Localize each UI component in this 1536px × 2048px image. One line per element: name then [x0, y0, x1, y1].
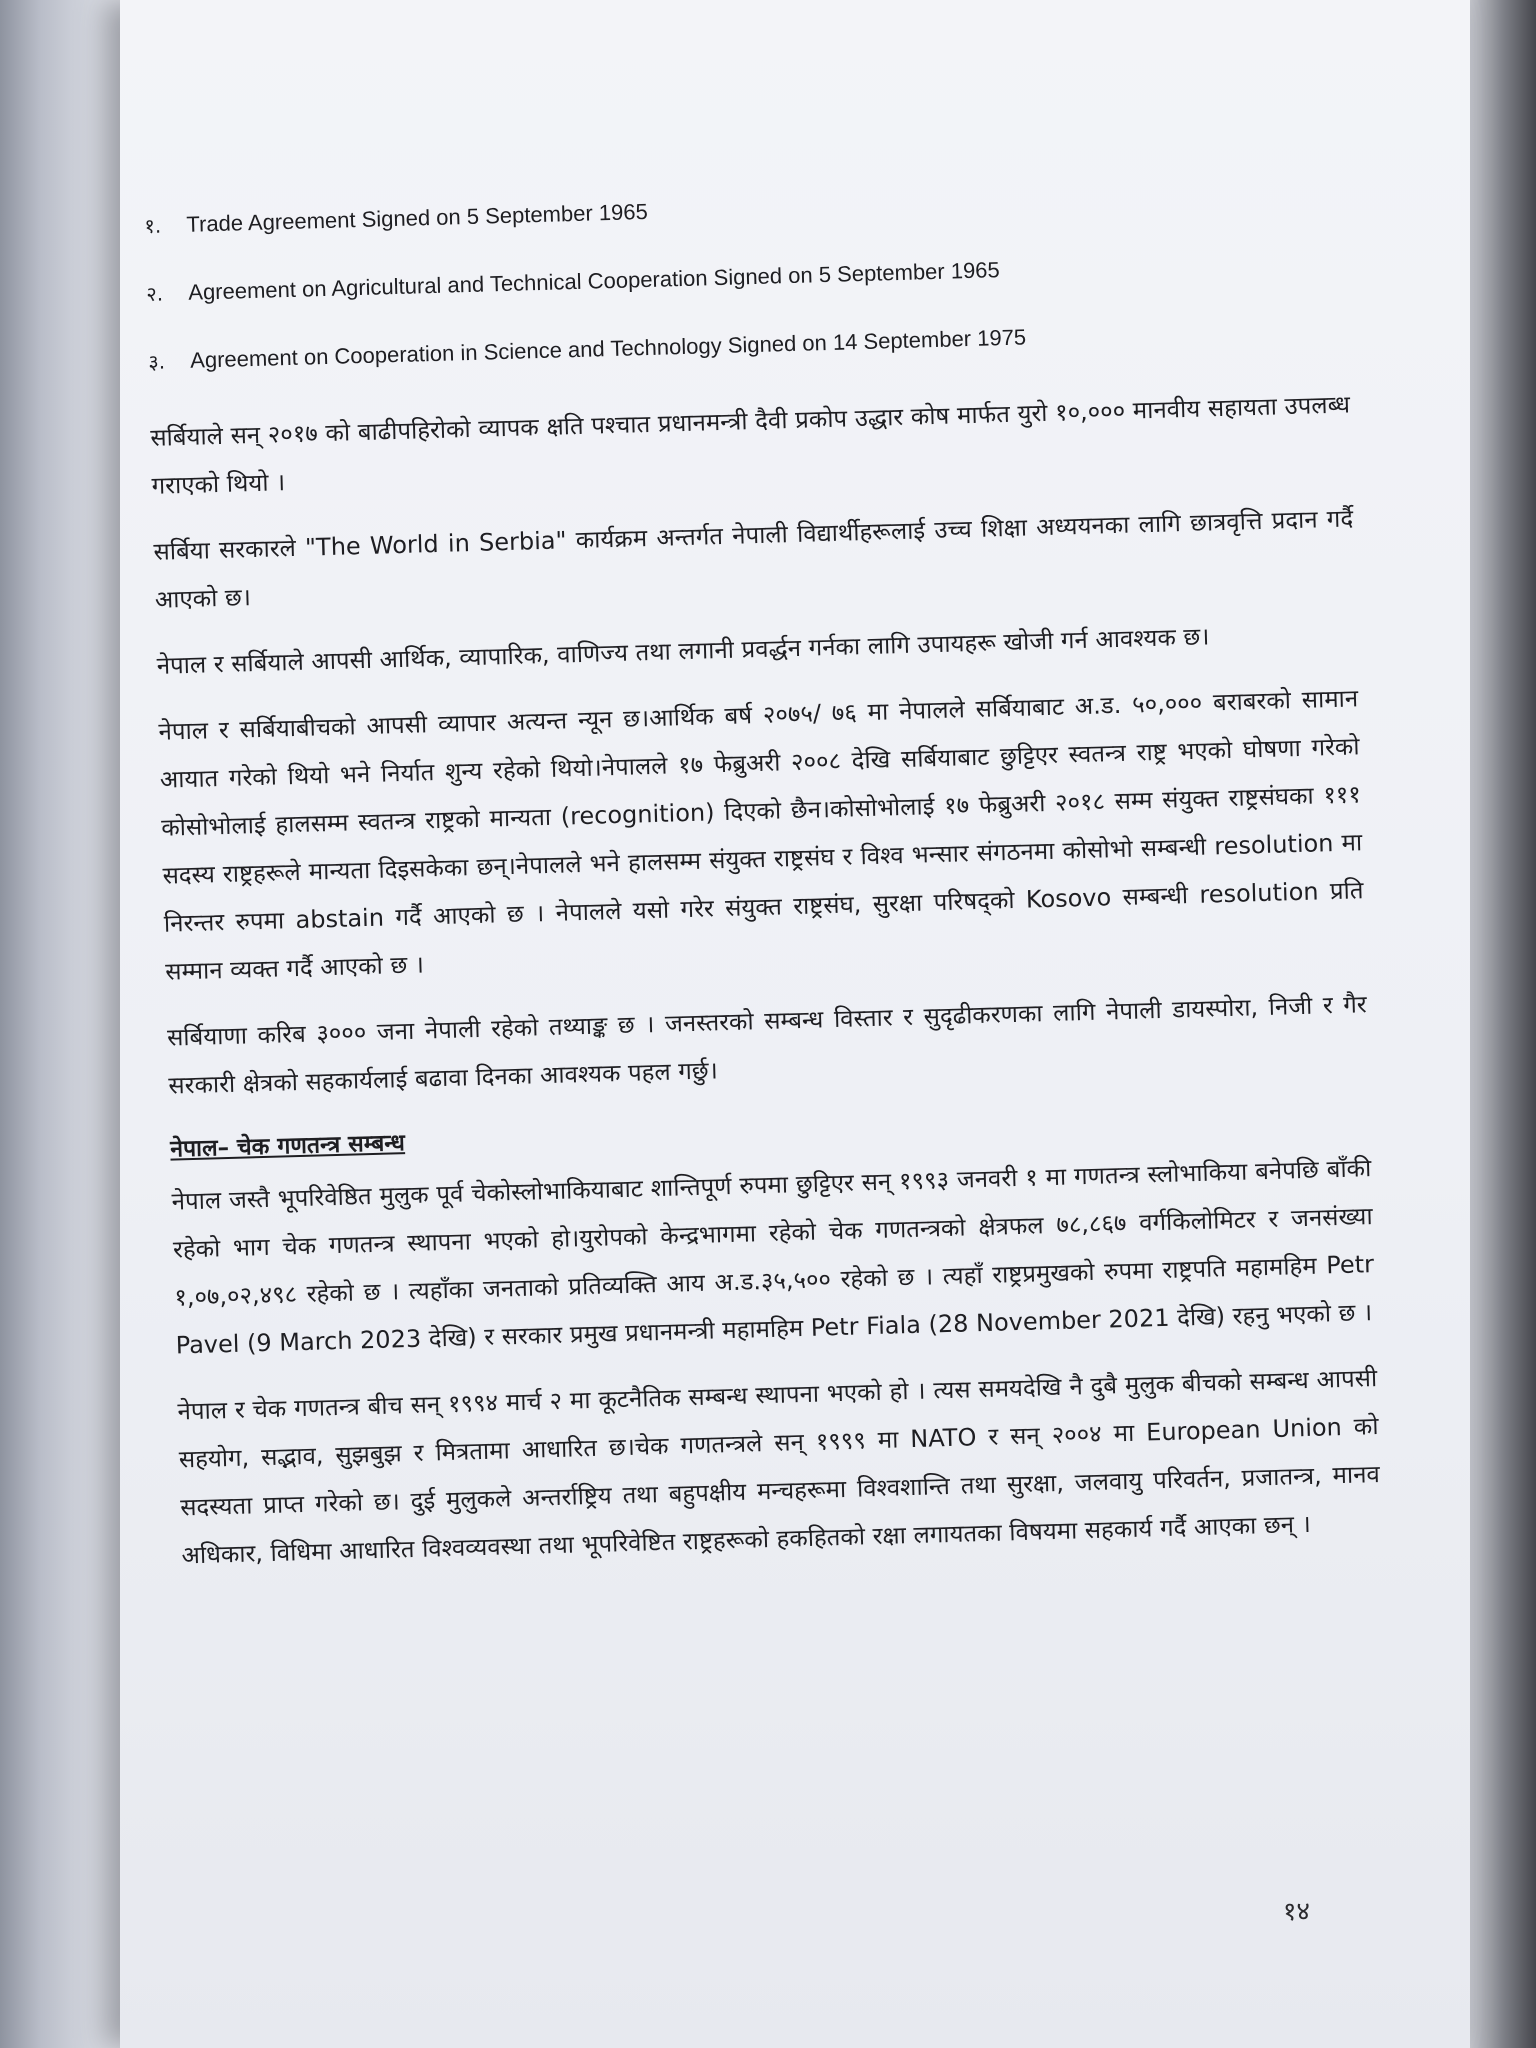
list-number: ३. [147, 349, 166, 374]
list-number: २. [146, 281, 164, 306]
paragraph-scholarship: सर्बिया सरकारले "The World in Serbia" कार्यक्रम अन्तर्गत नेपाली विद्यार्थीहरूलाई उच्च शिक्षा अध्ययनका लागि छात्रवृत्ति प्रदान गर्दै आएको छ। [153, 504, 1354, 614]
document-page [120, 0, 1470, 2048]
list-text: Agreement on Cooperation in Science and Technology Signed on 14 September 1975 [189, 324, 1027, 373]
list-text: Trade Agreement Signed on 5 September 1965 [186, 198, 649, 237]
list-item [146, 244, 1346, 309]
list-text: Agreement on Agricultural and Technical Cooperation Signed on 5 September 1965 [187, 257, 1001, 305]
page-number: १४ [1282, 1896, 1311, 1928]
paragraph-czech-overview: नेपाल जस्तै भूपरिवेष्ठित मुलुक पूर्व चेकोस्लोभाकियाबाट शान्तिपूर्ण रुपमा छुट्टिएर सन् १९९३ जनवरी १ मा गणतन्त्र स्लोभाकिया बनेपछि बाँकी रहेको भाग चेक गणतन्त्र स्थापना भएको हो।युरोपको केन्द्रभागमा रहेको चेक गणतन्त्रको क्षेत्रफल ७८,८६७ वर्गकिलोमिटर र जनसंख्या १,०७,०२,४९८ रहेको छ । त्यहाँका जनताको प्रतिव्यक्ति आय अ.ड.३५,५०० रहेको छ । त्यहाँ राष्ट्रप्रमुखको रुपमा राष्ट्रपति महामहिम Petr Pavel (9 March 2023 देखि) र सरकार प्रमुख प्रधानमन्त्री महामहिम Petr Fiala (28 November 2021 देखि) रहनु भएको छ । [171, 1154, 1375, 1360]
paragraph-trade-kosovo: नेपाल र सर्बियाबीचको आपसी व्यापार अत्यन्त न्यून छ।आर्थिक बर्ष २०७५/ ७६ मा नेपालले सर्बियाबाट अ.ड. ५०,००० बराबरको सामान आयात गरेको थियो भने निर्यात शुन्य रहेको थियो।नेपालले १७ फेब्रुअरी २००८ देखि सर्बियाबाट छुट्टिएर स्वतन्त्र राष्ट्र भएको घोषणा गरेको कोसोभोलाई हालसम्म स्वतन्त्र राष्ट्रको मान्यता (recognition) दिएको छैन।कोसोभोलाई १७ फेब्रुअरी २०१८ सम्म संयुक्त राष्ट्रसंघका १११ सदस्य राष्ट्रहरूले मान्यता दिइसकेका छन्।नेपालले भने हालसम्म संयुक्त राष्ट्रसंघ र विश्व भन्सार संगठनमा कोसोभो सम्बन्धी resolution मा निरन्तर रुपमा abstain गर्दै आएको छ । नेपालले यसो गरेर संयुक्त राष्ट्रसंघ, सुरक्षा परिषद्को Kosovo सम्बन्धी resolution प्रति सम्मान व्यक्त गर्दै आएको छ । [158, 684, 1364, 986]
list-number: १. [144, 213, 162, 238]
paragraph-flood-aid: सर्बियाले सन् २०१७ को बाढीपहिरोको व्यापक क्षति पश्चात प्रधानमन्त्री दैवी प्रकोप उद्धार कोष मार्फत युरो १०,००० मानवीय सहायता उपलब्ध गराएको थियो । [149, 390, 1351, 500]
paragraph-economic-promotion: नेपाल र सर्बियाले आपसी आर्थिक, व्यापारिक, वाणिज्य तथा लगानी प्रवर्द्धन गर्नका लागि उपायहरू खोजी गर्न आवश्यक छ। [156, 622, 1210, 680]
list-item [144, 176, 1344, 241]
paragraph-czech-relations: नेपाल र चेक गणतन्त्र बीच सन् १९९४ मार्च २ मा कूटनैतिक सम्बन्ध स्थापना भएको हो । त्यस समयदेखि नै दुबै मुलुक बीचको सम्बन्ध आपसी सहयोग, सद्भाव, सुझबुझ र मित्रतामा आधारित छ।चेक गणतन्त्रले सन् १९९९ मा NATO र सन् २००४ मा European Union को सदस्यता प्राप्त गरेको छ। दुई मुलुकले अन्तर्राष्ट्रिय तथा बहुपक्षीय मन्चहरूमा विश्वशान्ति तथा सुरक्षा, जलवायु परिवर्तन, प्रजातन्त्र, मानव अधिकार, विधिमा आधारित विश्वव्यवस्था तथा भूपरिवेष्टित राष्ट्रहरूको हकहितको रक्षा लगायतका विषयमा सहकार्य गर्दै आएका छन् । [177, 1364, 1381, 1570]
page-content [144, 176, 1382, 1597]
list-item [148, 312, 1348, 377]
agreement-list [144, 176, 1348, 377]
paragraph-diaspora: सर्बियाणा करिब ३००० जना नेपाली रहेको तथ्याङ्क छ । जनस्तरको सम्बन्ध विस्तार र सुदृढीकरणका लागि नेपाली डायस्पोरा, निजी र गैर सरकारी क्षेत्रको सहकार्यलाई बढावा दिनका आवश्यक पहल गर्छु। [166, 990, 1368, 1100]
section-heading-czech: नेपाल– चेक गणतन्त्र सम्बन्ध [169, 1130, 406, 1163]
